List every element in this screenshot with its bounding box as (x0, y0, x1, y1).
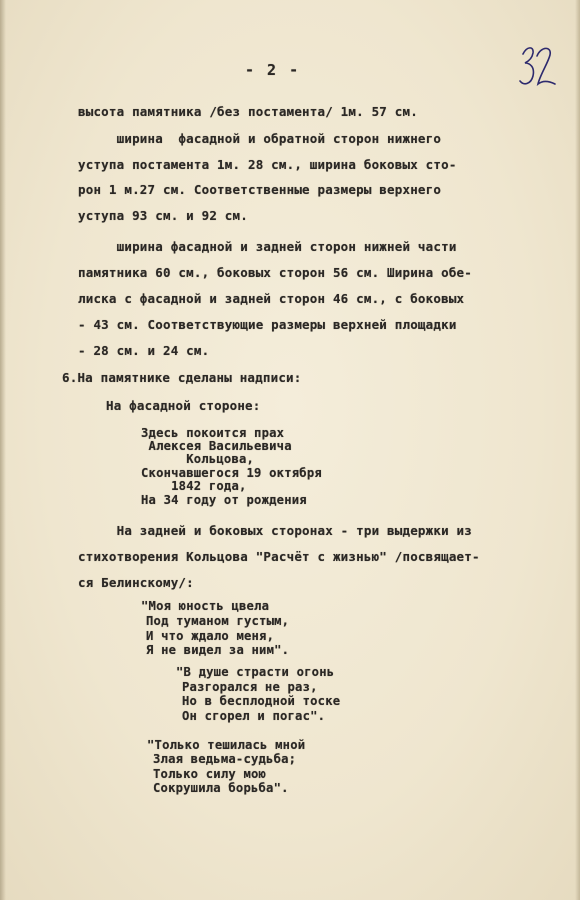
text-line: - 28 см. и 24 см. (78, 343, 210, 358)
poem-line: Под туманом густым, (146, 614, 290, 628)
text-line: уступа 93 см. и 92 см. (78, 208, 248, 223)
text-line: На задней и боковых сторонах - три выдержки из (78, 523, 473, 538)
poem-line: "В душе страсти огонь (176, 665, 335, 679)
poem-line: Злая ведьма-судьба; (153, 752, 297, 766)
inscription-line: Алексея Васильевича (141, 439, 292, 453)
text-line: - 43 см. Соответствующие размеры верхней площадки (78, 317, 457, 332)
front-side-label: На фасадной стороне: (106, 398, 261, 413)
text-line: высота памятника /без постамента/ 1м. 57 см. (78, 104, 418, 119)
text-line: рон 1 м.27 см. Соответственные размеры верхнего (78, 182, 442, 197)
inscription-line: Кольцова, (141, 452, 255, 466)
page-left-edge-shadow (0, 0, 6, 900)
poem-line: И что ждало меня, (146, 629, 275, 643)
page-right-edge-shadow (575, 0, 580, 900)
section-heading: 6.На памятнике сделаны надписи: (62, 370, 302, 385)
poem-line: "Моя юность цвела (141, 599, 270, 613)
poem-line: "Только тешилась мной (147, 738, 306, 752)
poem-line: Сокрушила борьба". (153, 781, 289, 795)
inscription-line: 1842 года, (141, 479, 247, 493)
text-line: ширина фасадной и задней сторон нижней части (78, 239, 457, 254)
poem-line: Он сгорел и погас". (182, 709, 326, 723)
poem-line: Разгорался не раз, (182, 680, 318, 694)
text-line: памятника 60 см., боковых сторон 56 см. Ширина обе- (78, 265, 473, 280)
text-line: ся Белинскому/: (78, 575, 194, 590)
inscription-line: Скончавшегося 19 октября (141, 466, 322, 480)
text-line: стихотворения Кольцова "Расчёт с жизнью" /посвящает- (78, 549, 480, 564)
poem-line: Но в бесплодной тоске (182, 694, 341, 708)
inscription-line: Здесь покоится прах (141, 426, 285, 440)
page-number: - 2 - (245, 61, 301, 79)
poem-line: Только силу мою (153, 767, 267, 781)
inscription-line: На 34 году от рождения (141, 493, 307, 507)
poem-line: Я не видел за ним". (146, 643, 290, 657)
text-line: уступа постамента 1м. 28 см., ширина боковых сто- (78, 157, 457, 172)
handwritten-page-number (519, 40, 557, 96)
text-line: ширина фасадной и обратной сторон нижнего (78, 131, 442, 146)
text-line: лиска с фасадной и задней сторон 46 см., с боковых (78, 291, 465, 306)
